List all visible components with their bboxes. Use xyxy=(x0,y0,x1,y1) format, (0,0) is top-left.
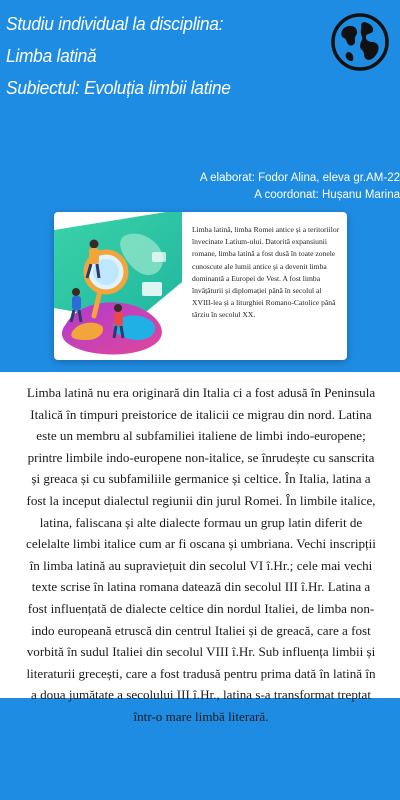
title-line-3: Subiectul: Evoluția limbii latine xyxy=(6,77,231,98)
globe-icon xyxy=(330,12,390,72)
credit-author: A elaborat: Fodor Alina, eleva gr.AM-22 xyxy=(199,172,400,184)
card-text: Limba latină, limba Romei antice și a teritoriilor învecinate Latium-ului. Datorită expansiunii romane, limba latină a fost dusă în toate zonele cunoscute ale lumii antice și a devenit limba dominantă a Europei de Vest. A fost limba învățăturii și diplomației până în secolul al XVIII-lea și a liturghiei Romano-Catolice până târziu în secolul XX. xyxy=(192,225,340,320)
intro-card xyxy=(54,212,347,360)
credits xyxy=(40,170,400,204)
page-title xyxy=(6,8,307,104)
title-line-1: Studiu individual la disciplina: xyxy=(6,13,224,34)
main-paragraph: Limba latină nu era originară din Italia ci a fost adusă în Peninsula Italică în timpuri preistorice de italicii ce migrau din nord. Latina este un membru al subfamiliei italiene de limbi indo-europene; printre limbile indo-europene non-italice, se înrudește cu sanscrita și greaca și cu subfamiliile germanice și celtice. În Italia, latina a fost la inceput dialectul regiunii din jurul Romei. În limbile italice, latina, faliscana și alte dialecte formau un grup latin diferit de celelalte limbi italice cum ar fi oscana și umbriana. Vechi inscripții în limba latină au supraviețuit din secolul VI î.Hr.; cele mai vechi texte scrise în latina romana datează din secolul III î.Hr. Latina a fost influențată de dialecte celtice din nordul Italiei, de limba non-indo europeană etruscă din centrul Italiei și de greacă, care a fost vorbită în sudul Italiei din secolul VIII î.Hr. Sub influența limbii și literaturii grecești, care a fost tradusă pentru prima dată în latină în a doua jumătate a secolului III î.Hr., latina s-a transformat treptat într-o mare limbă literară. xyxy=(26,385,376,724)
credit-coordinator: A coordonat: Hușanu Marina xyxy=(254,189,400,201)
title-line-2: Limba latină xyxy=(6,45,97,66)
magnifier-people-illustration xyxy=(54,212,182,360)
